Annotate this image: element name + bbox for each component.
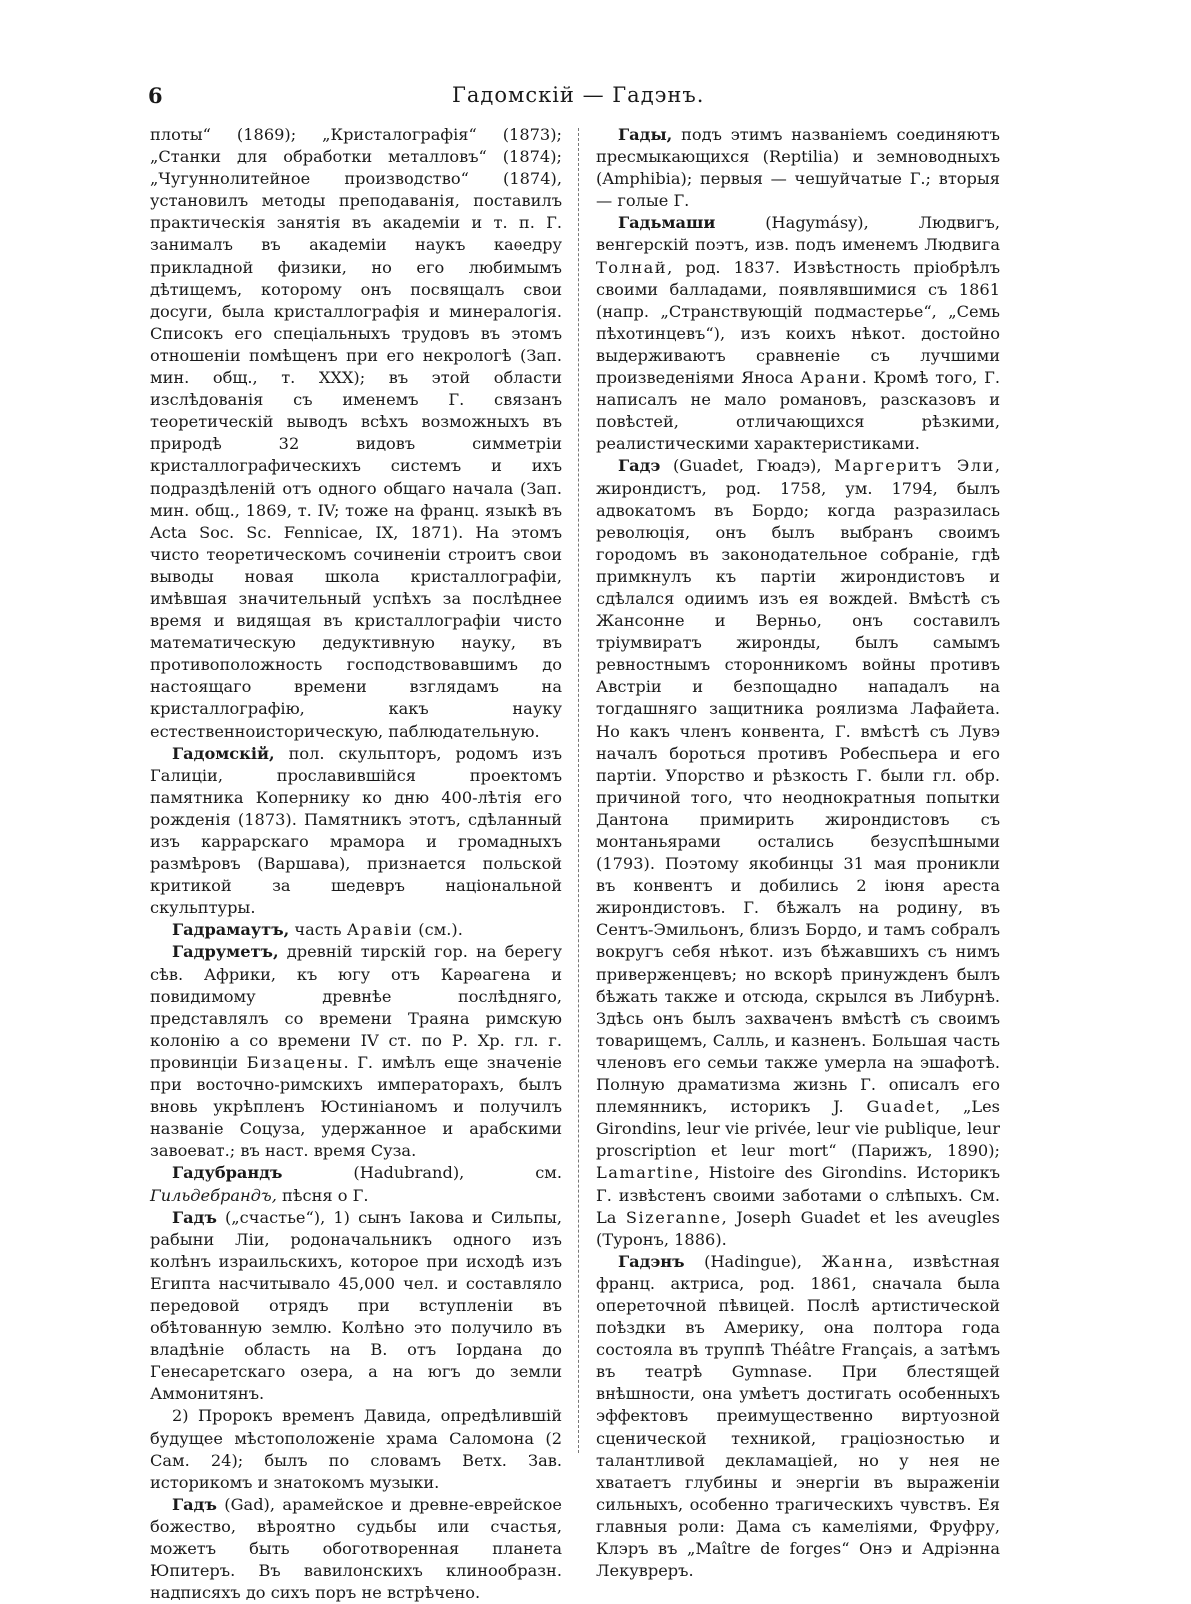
spaced-term: Маргеритъ Эли: [834, 456, 995, 476]
right-column: [596, 124, 1000, 1582]
entry-text: часть: [289, 920, 347, 940]
entry-hagymasy: [596, 212, 1000, 455]
entry-text: пол. скульпторъ, родомъ изъ Галиціи, прославившійся проектомъ памятника Копернику ко дню 400-лѣтія его рожденія (1873). Памятникъ этотъ, сдѣланный изъ каррарскаго мрамора и громадныхъ размѣровъ (Варшава), признается польской критикой за шедевръ національной скульптуры.: [150, 743, 562, 918]
entry-text: , „Les Girondins, leur vie privée, leur vie publique, leur proscription et leur mort“ (Парижъ, 1890);: [596, 1097, 1000, 1161]
entry-continuation: плоты“ (1869); „Кристалографія“ (1873); „Станки для обработки металловъ“ (1874); „Чугуннолитейное производство“ (1874), установилъ методы преподаванія, поставилъ практическія занятія въ академіи и т. п. Г. занималъ въ академіи наукъ каѳедру прикладной физики, но его любимымъ дѣтищемъ, которому онъ посвящалъ свои досуги, была кристаллографія и минералогія. Списокъ его спеціальныхъ трудовъ въ этомъ отношеніи помѣщенъ при его некрологѣ (Зап. мин. общ., т. XXX); въ этой области изслѣдованія съ именемъ Г. связанъ теоретическій выводъ всѣхъ возможныхъ въ природѣ 32 видовъ симметріи кристаллографическихъ системъ и ихъ подраздѣленій отъ одного общаго начала (Зап. мин. общ., 1869, т. IV; тоже на франц. языкѣ въ Acta Soc. Sc. Fennicae, IX, 1871). На этомъ чисто теоретическомъ сочиненіи строитъ свои выводы новая школа кристаллографіи, имѣвшая значительный успѣхъ за послѣднее время и видящая въ кристаллографіи чисто математическую дедуктивную науку, въ противоположность господствовавшимъ до настоящаго времени взглядамъ на кристаллографію, какъ науку естественноисторическую, паблюдательную.: [150, 125, 562, 741]
spaced-term: Арани: [800, 368, 862, 388]
entry-text: , жирондистъ, род. 1758, ум. 1794, былъ адвокатомъ въ Бордо; когда разразилась революція, онъ былъ выбранъ своимъ городомъ въ законодательное собраніе, гдѣ примкнулъ къ партіи жирондистовъ и сдѣлался одиимъ изъ ея вождей. Вмѣстѣ съ Жансонне и Верньо, онъ составилъ тріумвиратъ жиронды, былъ самымъ ревностнымъ сторонникомъ войны противъ Австріи и безпощадно нападалъ на тогдашняго защитника роялизма Лафайета. Но какъ членъ конвента, Г. вмѣстѣ съ Лувэ началъ бороться противъ Робеспьера и его партіи. Упорство и рѣзкость Г. были гл. обр. причиной того, что неоднократныя попытки Дантона примирить жирондистовъ съ монтаньярами остались безуспѣшными (1793). Поэтому якобинцы 31 мая проникли въ конвентъ и добились 2 іюня ареста жирондистовъ. Г. бѣжалъ на родину, въ Сентъ-Эмильонъ, близъ Бордо, и тамъ собралъ вокругъ себя нѣкот. изъ бѣжавшихъ съ нимъ приверженцевъ; но вскорѣ принужденъ былъ бѣжать также и отсюда, скрылся въ Либурнѣ. Здѣсь онъ былъ захваченъ вмѣстѣ съ своимъ товарищемъ, Салль, и казненъ. Большая часть членовъ его семьи также умерла на эшафотѣ. Полную драматизма жизнь Г. описалъ его племянникъ, историкъ J.: [596, 456, 1000, 1117]
entry-text: („счастье“), 1) сынъ Іакова и Сильпы, рабыни Ліи, родоначальникъ одного изъ колѣнъ израильскихъ, которое при исходѣ изъ Египта насчитывало 45,000 чел. и составляло передовой отрядъ при вступленіи въ обѣтованную землю. Колѣно это получило въ владѣніе область на В. отъ Іордана до Генесаретскаго озера, а на югъ до земли Аммонитянъ.: [150, 1207, 562, 1404]
headword: Гадъ: [172, 1494, 217, 1514]
entry-text: подъ этимъ названіемъ соединяютъ пресмыкающихся (Reptilia) и земноводныхъ (Amphibia); первыя — чешуйчатые Г.; вторыя — голые Г.: [596, 125, 1000, 211]
spaced-term: Lamartine: [596, 1163, 695, 1183]
entry-text: (Gad), арамейское и древне-еврейское божество, вѣроятно судьбы или счастья, можетъ быть обоготворенная планета Юпитеръ. Въ вавилонскихъ клинообразн. надписяхъ до сихъ поръ не встрѣчено.: [150, 1494, 562, 1603]
headword: Гадруметъ,: [172, 942, 279, 962]
column-divider: [578, 128, 579, 1453]
headword: Гадубрандъ: [172, 1163, 283, 1183]
spaced-term: Жанна: [821, 1251, 889, 1271]
entry-text: , Histoire des Girondins. Историкъ Г. извѣстенъ своими заботами о слѣпыхъ. См. La: [596, 1163, 1000, 1227]
cross-reference: Гильдебрандъ,: [150, 1185, 277, 1205]
entry-text: . Г. имѣлъ еще значеніе при восточно-римскихъ императорахъ, былъ вновь укрѣпленъ Юстиніаномъ и получилъ названіе Соцуза, удержанное и арабскими завоеват.; въ наст. время Суза.: [150, 1052, 562, 1161]
entry-gadomsky: [150, 743, 562, 920]
spaced-term: Бизацены: [246, 1052, 344, 1072]
running-head: Гадомскій — Гадэнъ.: [452, 83, 705, 107]
spaced-term: Аравіи: [346, 920, 414, 940]
entry-hadramaut: [150, 919, 562, 941]
entry-text: . Кромѣ того, Г. написалъ не мало романовъ, разсказовъ и повѣстей, отличающихся рѣзкими, реалистическими характеристиками.: [596, 368, 1000, 454]
headword: Гадьмаши: [618, 213, 716, 233]
entry-text: , извѣстная франц. актриса, род. 1861, сначала была опереточной пѣвицей. Послѣ артистической поѣздки въ Америку, она полтора года состояла въ труппѣ Théâtre Français, а затѣмъ въ театрѣ Gymnase. При блестящей внѣшности, она умѣетъ достигать особенныхъ эффектовъ преимущественно виртуозной сценической техникой, граціозностью и талантливой декламаціей, но у нея не хватаетъ глубины и энергіи въ выраженіи сильныхъ, особенно трагическихъ чувствъ. Ея главныя роли: Дама съ камеліями, Фруфру, Клэръ въ „Maître de forges“ Онэ и Адріэнна Лекувреръ.: [596, 1251, 1000, 1581]
spaced-term: Sizeranne: [625, 1207, 722, 1227]
entry-guadet: [596, 455, 1000, 1250]
entry-text: (Hadubrand), см.: [282, 1163, 562, 1183]
entry-text: , Joseph Guadet et les aveugles (Туронъ, 1886).: [596, 1207, 1000, 1249]
headword: Гадъ: [172, 1207, 217, 1227]
entry-text: , род. 1837. Извѣстность пріобрѣлъ своими балладами, появлявшимися съ 1861 (напр. „Странствующій подмастерье“, „Семь пѣхотинцевъ“), изъ коихъ нѣкот. достойно выдерживаютъ сравненіе съ лучшими произведеніями Яноса: [596, 257, 1000, 388]
headword: Гадрамаутъ,: [172, 920, 290, 940]
entry-text: пѣсня о Г.: [276, 1185, 369, 1205]
headword: Гадэнъ: [618, 1251, 685, 1271]
headword: Гадомскій,: [172, 743, 275, 763]
entry-hadubrand: [150, 1162, 562, 1206]
entry-text: (Hagymásy), Людвигъ, венгерскій поэтъ, изв. подъ именемъ Людвига: [596, 213, 1000, 255]
spaced-term: Guadet: [866, 1097, 935, 1117]
headword: Гады,: [618, 125, 673, 144]
entry-text: (см.).: [413, 920, 463, 940]
spaced-term: Толнай: [596, 257, 668, 277]
entry-gad-1: [150, 1207, 562, 1406]
entry-hadrumet: [150, 941, 562, 1162]
entry-gad-1-sense-2: 2) Пророкъ временъ Давида, опредѣлившій будущее мѣстоположеніе храма Саломона (2 Сам. 24); былъ по словамъ Ветх. Зав. историкомъ и знатокомъ музыки.: [150, 1406, 562, 1492]
entry-text: (Hadingue),: [684, 1251, 822, 1271]
headword: Гадэ: [618, 456, 661, 476]
page-number: 6: [148, 83, 163, 108]
entry-gad-2: [150, 1494, 562, 1604]
entry-text: (Guadet, Гюадэ),: [660, 456, 835, 476]
entry-hading: [596, 1251, 1000, 1582]
entry-gady: [596, 124, 1000, 212]
entry-text: древній тирскій гор. на берегу сѣв. Африки, къ югу отъ Карѳагена и повидимому древнѣе послѣдняго, представлялъ со времени Траяна римскую колонію а со времени IV ст. по Р. Хр. гл. г. провинціи: [150, 942, 562, 1072]
left-column: [150, 124, 562, 1604]
